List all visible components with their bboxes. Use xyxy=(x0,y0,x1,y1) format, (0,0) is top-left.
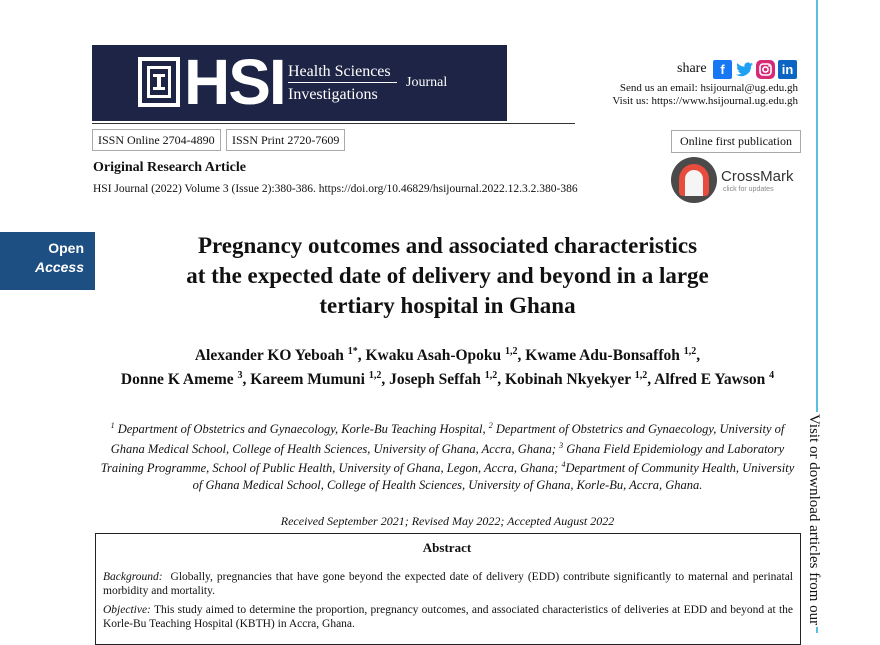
instagram-icon[interactable] xyxy=(756,60,775,79)
crossmark-icon-bookmark xyxy=(685,170,703,196)
logo-investigations: Investigations xyxy=(288,86,378,103)
abstract-background xyxy=(103,570,793,598)
affil-sup: 1 xyxy=(110,421,115,430)
author-line: Donne K Ameme $^3$, Kareem Mumuni $^{1,2}$, Joseph Seffah $^{1,2}$, Kobinah Nkyekyer $^{1,2}$, Alfred E Yawson $^4$ xyxy=(120,370,775,389)
author-affil: 1,2 xyxy=(683,346,697,357)
share-label: share xyxy=(677,61,707,76)
affil-text: Department of Community Health, University of Ghana Medical School, College of Health Sciences, University of Ghana, Korle-Bu, Accra, Ghana. xyxy=(192,461,795,492)
citation-doi[interactable]: HSI Journal (2022) Volume 3 (Issue 2):380-386. https://doi.org/10.46829/hsijournal.2022.12.3.2.380-386 xyxy=(93,183,578,195)
linkedin-icon[interactable]: in xyxy=(778,60,797,79)
author-name: Kareem Mumuni xyxy=(250,371,365,389)
title-line: Pregnancy outcomes and associated characteristics xyxy=(197,233,698,258)
online-first-badge: Online first publication xyxy=(671,130,801,153)
twitter-icon[interactable] xyxy=(735,60,754,79)
side-download-link[interactable]: Visit or download articles from our xyxy=(806,414,822,626)
author-list xyxy=(110,342,785,390)
logo-health-sciences: Health Sciences xyxy=(288,63,391,80)
crossmark-sub: click for updates xyxy=(723,186,774,193)
background-text: Globally, pregnancies that have gone beyond the expected date of delivery (EDD) contribute significantly to maternal and perinatal morbidity and mortality. xyxy=(103,571,794,597)
author-affil: 1,2 xyxy=(634,370,648,382)
objective-text: This study aimed to determine the proportion, pregnancy outcomes, and associated characteristics of deliveries at EDD and beyond at the Korle-Bu Teaching Hospital (KBTH) in Accra, Ghana. xyxy=(103,604,793,630)
affil-text: Department of Obstetrics and Gynaecology, Korle-Bu Teaching Hospital, xyxy=(117,422,486,437)
author-affil: 1,2 xyxy=(484,370,498,382)
contact-website[interactable]: Visit us: https://www.hsijournal.ug.edu.gh xyxy=(612,95,798,107)
logo-divider xyxy=(288,82,397,83)
abstract-objective xyxy=(103,603,793,631)
author-name: Kwaku Asah-Opoku xyxy=(365,347,502,365)
affil-sup: 4 xyxy=(561,460,566,470)
author-name: Joseph Seffah xyxy=(389,371,481,389)
author-name: Donne K Ameme xyxy=(120,371,234,389)
issn-print: ISSN Print 2720-7609 xyxy=(226,129,345,151)
logo-journal: Journal xyxy=(406,75,448,90)
author-affil: 3 xyxy=(237,370,243,382)
article-type: Original Research Article xyxy=(93,160,246,175)
author-affil: 1,2 xyxy=(368,370,382,382)
author-name: Kwame Adu-Bonsaffoh xyxy=(525,347,680,365)
article-title xyxy=(110,231,785,321)
title-line: at the expected date of delivery and beyond in a large xyxy=(186,263,709,288)
contact-email[interactable]: Send us an email: hsijournal@ug.edu.gh xyxy=(619,82,798,94)
author-affil: 4 xyxy=(769,370,775,382)
abstract-heading: Abstract xyxy=(422,540,472,555)
crossmark-label[interactable]: CrossMark xyxy=(721,168,794,185)
hsi-logo-grid-icon xyxy=(138,57,180,107)
affil-text: Ghana Field Epidemiology and Laboratory Training Programme, School of Public Health, University of Ghana, Legon, Accra, Ghana; xyxy=(100,441,785,476)
author-name: Kobinah Nkyekyer xyxy=(504,371,631,389)
background-label: Background: xyxy=(103,571,163,583)
affil-sup: 3 xyxy=(559,440,564,450)
author-name: Alexander KO Yeboah xyxy=(194,347,344,365)
header-rule xyxy=(92,123,575,124)
title-line: tertiary hospital in Ghana xyxy=(319,293,576,318)
affiliations xyxy=(100,418,795,493)
affil-text: Department of Obstetrics and Gynaecology, University of Ghana Medical School, College of Health Sciences, University of Ghana, Accra, Ghana; xyxy=(110,422,785,456)
author-affil: 1,2 xyxy=(505,346,518,357)
author-line: Alexander KO Yeboah $^{1*}$, Kwaku Asah-Opoku $^{1,2}$, Kwame Adu-Bonsaffoh $^{1,2}$, xyxy=(194,346,701,365)
affil-sup: 2 xyxy=(488,421,493,430)
objective-label: Objective: xyxy=(103,604,151,616)
author-affil: 1* xyxy=(347,346,358,357)
facebook-icon[interactable]: f xyxy=(713,60,732,79)
logo-hsi-text: HSI xyxy=(184,46,285,118)
issn-online: ISSN Online 2704-4890 xyxy=(92,129,221,151)
open-access-line1: Open xyxy=(48,240,84,256)
author-name: Alfred E Yawson xyxy=(654,371,766,389)
open-access-line2: Access xyxy=(34,259,84,275)
received-dates: Received September 2021; Revised May 2022; Accepted August 2022 xyxy=(280,514,615,528)
